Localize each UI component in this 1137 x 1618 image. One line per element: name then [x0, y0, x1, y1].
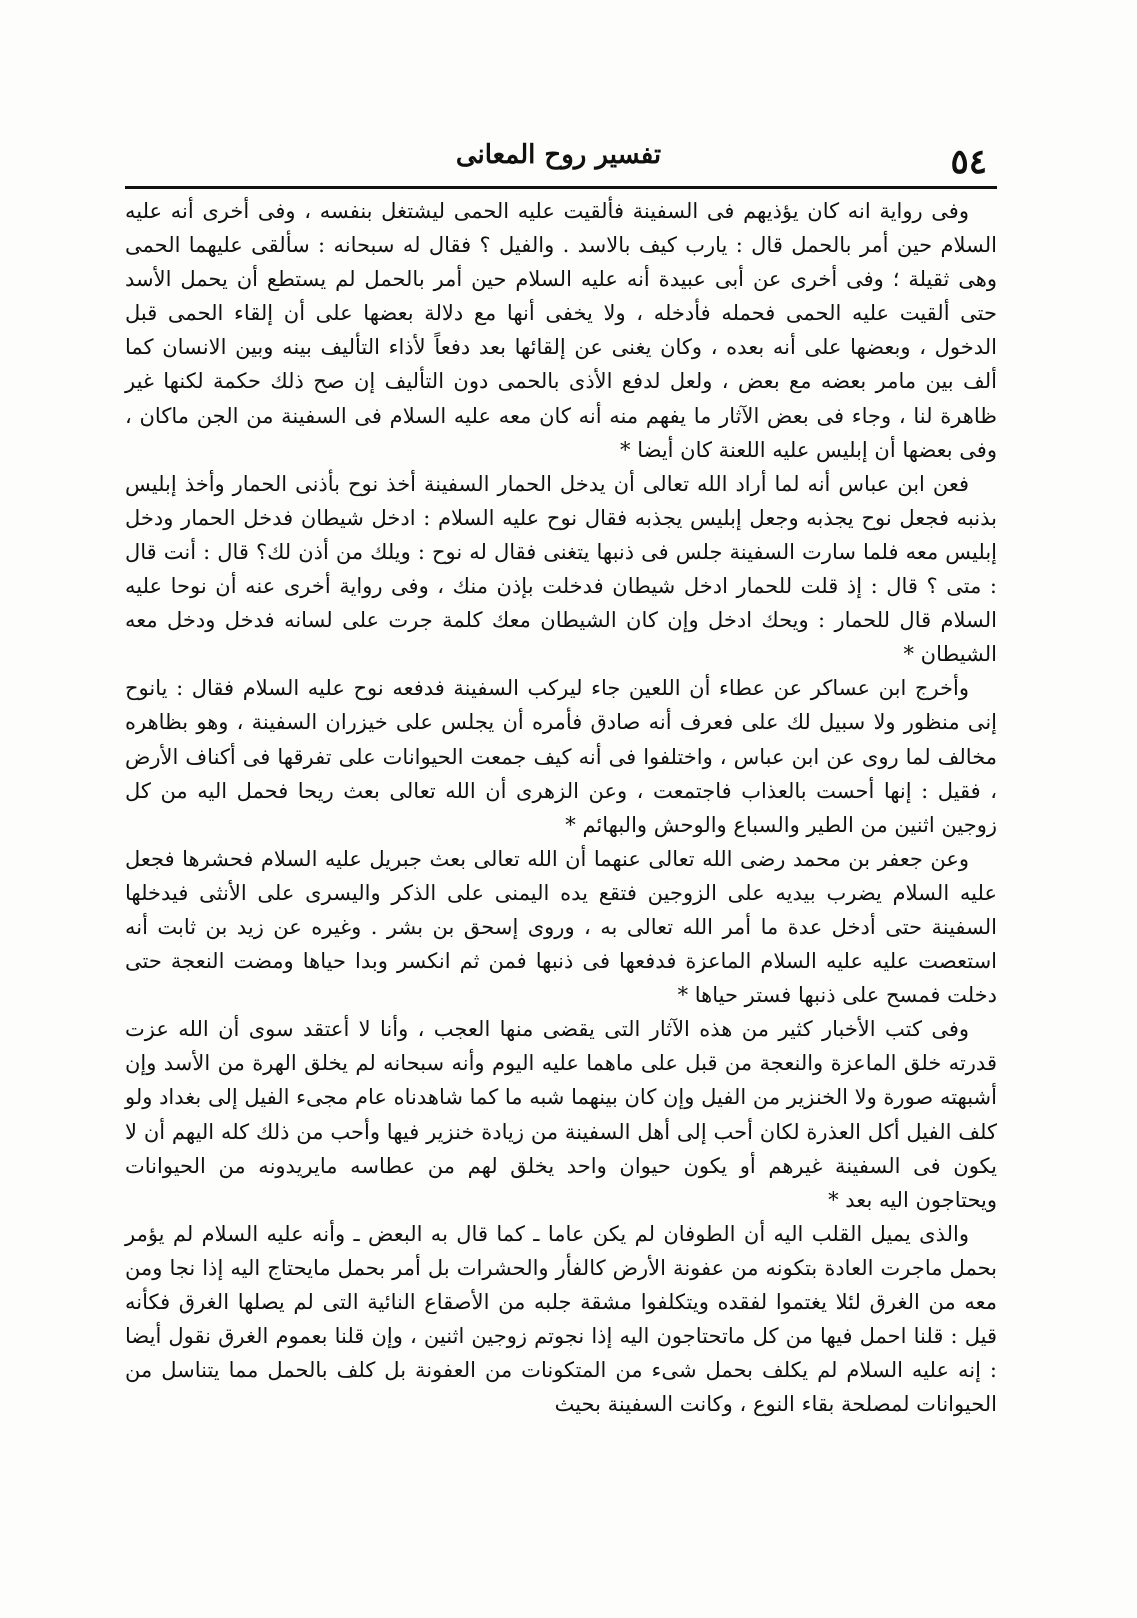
page-header — [130, 130, 987, 186]
page-number: ٥٤ — [950, 142, 987, 182]
paragraph: فعن ابن عباس أنه لما أراد الله تعالى أن يدخل الحمار السفينة أخذ نوح بأذنى الحمار وأخذ إبليس بذنبه فجعل نوح يجذبه وجعل إبليس يجذبه فقال نوح عليه السلام : ادخل شيطان فدخل الحمار ودخل إبليس معه فلما سارت السفينة جلس فى ذنبها يتغنى فقال له نوح : ويلك من أذن لك؟ قال : أنت قال : متى ؟ قال : إذ قلت للحمار ادخل شيطان فدخلت بإذن منك ، وفى رواية أخرى عنه أن نوحا عليه السلام قال للحمار : ويحك ادخل وإن كان الشيطان معك كلمة جرت على لسانه فدخل ودخل معه الشيطان * — [125, 471, 997, 667]
running-title: تفسير روح المعانى — [455, 140, 662, 170]
paragraph: وفى رواية انه كان يؤذيهم فى السفينة فألقيت عليه الحمى ليشتغل بنفسه ، وفى أخرى أنه عليه السلام حين أمر بالحمل قال : يارب كيف بالاسد . والفيل ؟ فقال له سبحانه : سألقى عليهما الحمى وهى ثقيلة ؛ وفى أخرى عن أبى عبيدة أنه عليه السلام حين أمر بالحمل لم يستطع أن يحمل الأسد حتى ألقيت عليه الحمى فحمله فأدخله ، ولا يخفى أنها مع دلالة بعضها على أن إلقاء الحمى قبل الدخول ، وبعضها على أنه بعده ، وكان يغنى عن إلقائها بعد دفعاً لأذاء التأليف بينه وبين الانسان كما ألف بين مامر بعضه مع بعض ، ولعل لدفع الأذى بالحمى دون التأليف إن صح ذلك حكمة لكنها غير ظاهرة لنا ، وجاء فى بعض الآثار ما يفهم منه أنه كان معه عليه السلام فى السفينة من الجن ماكان ، وفى بعضها أن إبليس عليه اللعنة كان أيضا * — [125, 199, 997, 462]
header-rule — [125, 186, 997, 189]
paragraph: وفى كتب الأخبار كثير من هذه الآثار التى يقضى منها العجب ، وأنا لا أعتقد سوى أن الله عزت قدرته خلق الماعزة والنعجة من قبل على ماهما عليه اليوم وأنه سبحانه لم يخلق الهرة من الأسد وإن أشبهته صورة ولا الخنزير من الفيل وإن كان بينهما شبه ما كما شاهدناه عام مجىء الفيل إلى بغداد ولو كلف الفيل أكل العذرة لكان أحب إلى أهل السفينة من زيادة خنزير فيها وأحب من ذلك كله اليهم أن لا يكون فى السفينة غيرهم أو يكون حيوان واحد يخلق لهم من عطاسه مايريدونه من الحيوانات ويحتاجون اليه بعد * — [125, 1017, 997, 1212]
paragraph: وأخرج ابن عساكر عن عطاء أن اللعين جاء ليركب السفينة فدفعه نوح عليه السلام فقال : يانوح إنى منظور ولا سبيل لك على فعرف أنه صادق فأمره أن يجلس على خيزران السفينة ، وهو بظاهره مخالف لما روى عن ابن عباس ، واختلفوا فى أنه كيف جمعت الحيوانات على تفرقها فى أكناف الأرض ، فقيل : إنها أحست بالعذاب فاجتمعت ، وعن الزهرى أن الله تعالى بعث ريحا فحمل اليه من كل زوجين اثنين من الطير والسباع والوحش والبهائم * — [125, 676, 997, 837]
paragraph: والذى يميل القلب اليه أن الطوفان لم يكن عاما ـ كما قال به البعض ـ وأنه عليه السلام لم يؤمر بحمل ماجرت العادة بتكونه من عفونة الأرض كالفأر والحشرات بل أمر بحمل مايحتاج اليه إذا نجا ومن معه من الغرق لئلا يغتموا لفقده ويتكلفوا مشقة جلبه من الأصقاع النائية التى لم يصلها الغرق فكأنه قيل : قلنا احمل فيها من كل ماتحتاجون اليه إذا نجوتم زوجين اثنين ، وإن قلنا بعموم الغرق نقول أيضا : إنه عليه السلام لم يكلف بحمل شىء من المتكونات من العفونة بل كلف بالحمل مما يتناسل من الحيوانات لمصلحة بقاء النوع ، وكانت السفينة بحيث — [125, 1221, 997, 1417]
body-text — [125, 194, 997, 1421]
paragraph: وعن جعفر بن محمد رضى الله تعالى عنهما أن الله تعالى بعث جبريل عليه السلام فحشرها فجعل عليه السلام يضرب بيديه على الزوجين فتقع يده اليمنى على الذكر واليسرى على الأنثى فيدخلها السفينة حتى أدخل عدة ما أمر الله تعالى به ، وروى إسحق بن بشر . وغيره عن زيد بن ثابت أنه استعصت عليه عليه السلام الماعزة فدفعها فى ذنبها فمن ثم انكسر وبدا حياها ومضت النعجة حتى دخلت فمسح على ذنبها فستر حياها * — [125, 846, 997, 1008]
